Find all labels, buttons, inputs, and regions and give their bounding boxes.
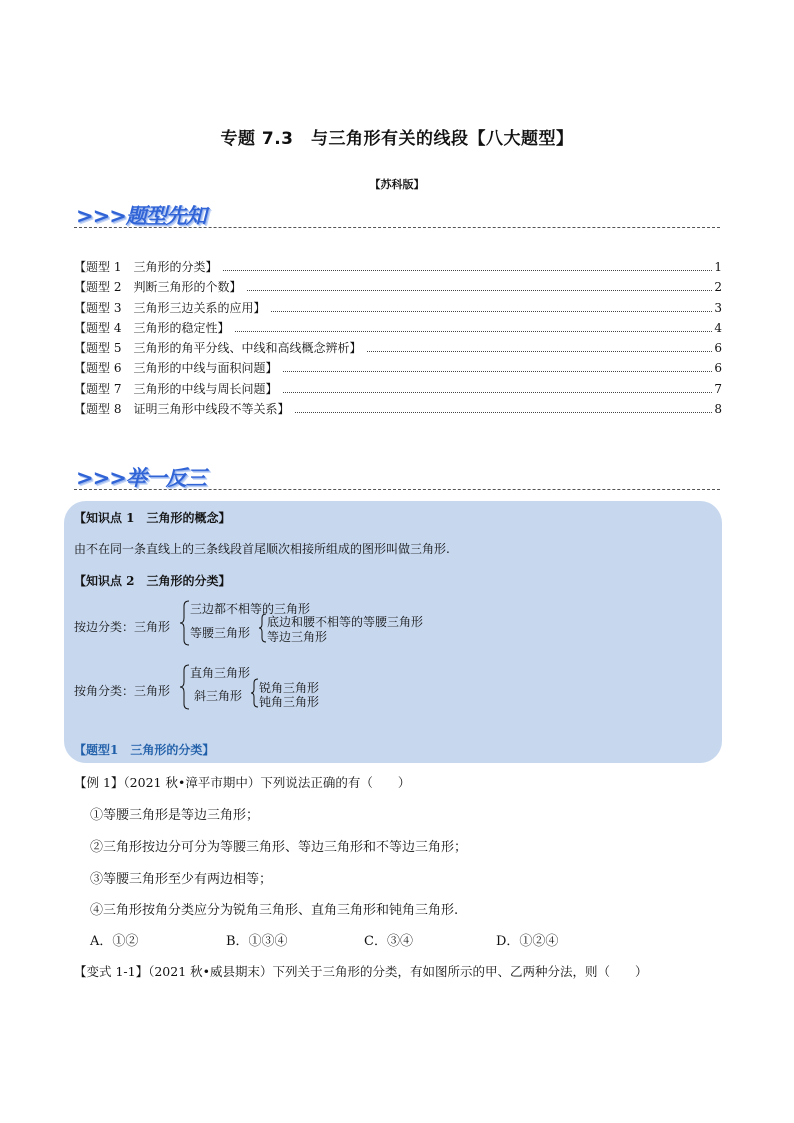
right-triangle-label: 直角三角形 <box>190 666 251 680</box>
option-b[interactable]: B．①③④ <box>226 934 288 949</box>
statement-item: ②三角形按边分可分为等腰三角形、等边三角形和不等边三角形； <box>90 840 468 855</box>
banner-text: >>>举一反三 <box>76 466 206 490</box>
knowledge-point-1-heading: 【知识点 1 三角形的概念】 <box>74 511 231 525</box>
brace-icon <box>180 664 190 710</box>
brace-icon <box>251 678 259 708</box>
document-title: 专题 7.3 与三角形有关的线段【八大题型】 <box>220 129 574 149</box>
document-subtitle: 【苏科版】 <box>369 178 425 191</box>
toc-entry[interactable]: 【题型 5 三角形的角平分线、中线和高线概念辨析】 6 <box>74 341 722 356</box>
option-a[interactable]: A．①② <box>90 934 139 949</box>
variant-question: 【变式 1-1】（2021 秋•威县期末）下列关于三角形的分类，有如图所示的甲、乙两种分法，则（ ） <box>74 964 648 979</box>
knowledge-point-1-text: 由不在同一条直线上的三条线段首尾顺次相接所组成的图形叫做三角形. <box>74 542 450 556</box>
acute-triangle-label: 锐角三角形 <box>259 681 320 695</box>
toc-entry[interactable]: 【题型 3 三角形三边关系的应用】 3 <box>74 300 722 315</box>
dashed-divider <box>74 227 720 228</box>
equilateral-triangle-label: 等边三角形 <box>267 630 328 644</box>
statement-item: ①等腰三角形是等边三角形； <box>90 808 260 823</box>
brace-icon <box>180 600 190 646</box>
section-banner-practice <box>74 462 720 492</box>
example-question: 【例 1】（2021 秋•漳平市期中）下列说法正确的有（ ） <box>74 775 411 790</box>
toc-entry[interactable]: 【题型 1 三角形的分类】 1 <box>74 260 722 274</box>
classify-by-side-label: 按边分类：三角形 <box>74 620 171 634</box>
statement-item: ④三角形按角分类应分为锐角三角形、直角三角形和钝角三角形. <box>90 903 459 918</box>
table-of-contents <box>74 258 722 420</box>
option-d[interactable]: D．①②④ <box>496 934 559 949</box>
section-banner-preview <box>74 200 720 230</box>
toc-entry[interactable]: 【题型 4 三角形的稳定性】 4 <box>74 320 722 335</box>
banner-text: >>>题型先知 <box>76 204 206 228</box>
oblique-triangle-label: 斜三角形 <box>194 689 243 703</box>
non-equilateral-isosceles-label: 底边和腰不相等的等腰三角形 <box>267 615 424 629</box>
toc-entry[interactable]: 【题型 8 证明三角形中线段不等关系】 8 <box>74 402 722 417</box>
brace-icon <box>259 613 267 643</box>
obtuse-triangle-label: 钝角三角形 <box>259 695 320 709</box>
classify-by-angle-label: 按角分类：三角形 <box>74 684 171 698</box>
dashed-divider <box>74 489 720 490</box>
knowledge-point-2-heading: 【知识点 2 三角形的分类】 <box>74 574 231 588</box>
scalene-triangle-label: 三边都不相等的三角形 <box>190 602 311 616</box>
toc-entry[interactable]: 【题型 2 判断三角形的个数】 2 <box>74 280 722 295</box>
type-heading: 【题型1 三角形的分类】 <box>74 743 215 757</box>
option-c[interactable]: C．③④ <box>364 934 413 949</box>
statement-item: ③等腰三角形至少有两边相等； <box>90 872 273 887</box>
toc-entry[interactable]: 【题型 7 三角形的中线与周长问题】 7 <box>74 381 722 396</box>
toc-entry[interactable]: 【题型 6 三角形的中线与面积问题】 6 <box>74 361 722 376</box>
isosceles-triangle-label: 等腰三角形 <box>190 626 251 640</box>
